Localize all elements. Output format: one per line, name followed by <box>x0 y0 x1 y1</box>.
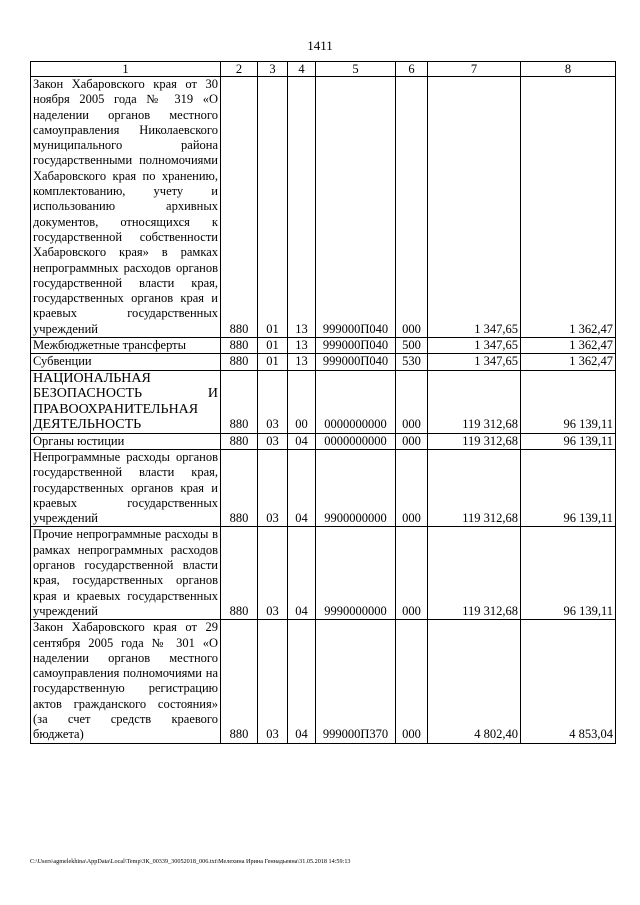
cell-amount-1: 1 347,65 <box>428 77 521 338</box>
cell-target: 0000000000 <box>316 370 396 433</box>
cell-amount-2: 96 139,11 <box>521 433 616 449</box>
cell-section: 03 <box>258 449 288 526</box>
cell-subsection: 04 <box>288 449 316 526</box>
cell-target: 9900000000 <box>316 449 396 526</box>
cell-ministry: 880 <box>221 449 258 526</box>
cell-ministry: 880 <box>221 527 258 620</box>
cell-subsection: 04 <box>288 433 316 449</box>
cell-section: 01 <box>258 77 288 338</box>
cell-ministry: 880 <box>221 354 258 370</box>
cell-subsection: 13 <box>288 338 316 354</box>
cell-subsection: 13 <box>288 77 316 338</box>
cell-type: 000 <box>396 77 428 338</box>
table-row <box>31 449 616 526</box>
cell-subsection: 13 <box>288 354 316 370</box>
cell-type: 000 <box>396 370 428 433</box>
cell-amount-1: 4 802,40 <box>428 620 521 743</box>
row-name: Субвенции <box>31 354 221 370</box>
cell-amount-1: 119 312,68 <box>428 433 521 449</box>
row-name: Закон Хабаровского края от 29 сентября 2005 года № 301 «О наделении органов местного самоуправления полномочиями на государственную регистрацию актов гражданского состояния» (за счет средств краевого бюджета) <box>31 620 221 743</box>
cell-amount-2: 96 139,11 <box>521 449 616 526</box>
cell-amount-2: 1 362,47 <box>521 338 616 354</box>
header-row <box>31 62 616 77</box>
table-row <box>31 338 616 354</box>
cell-amount-1: 1 347,65 <box>428 338 521 354</box>
cell-type: 000 <box>396 527 428 620</box>
cell-ministry: 880 <box>221 433 258 449</box>
cell-amount-2: 1 362,47 <box>521 77 616 338</box>
cell-amount-2: 96 139,11 <box>521 370 616 433</box>
header-cell: 6 <box>396 62 428 77</box>
cell-amount-1: 119 312,68 <box>428 527 521 620</box>
cell-subsection: 00 <box>288 370 316 433</box>
row-name: Непрограммные расходы органов государственной власти края, государственных органов края и краевых государственных учреждений <box>31 449 221 526</box>
header-cell: 5 <box>316 62 396 77</box>
table-row <box>31 527 616 620</box>
cell-amount-1: 119 312,68 <box>428 370 521 433</box>
table-row <box>31 354 616 370</box>
cell-type: 000 <box>396 620 428 743</box>
table-row <box>31 370 616 433</box>
cell-subsection: 04 <box>288 527 316 620</box>
row-name: Прочие непрограммные расходы в рамках непрограммных расходов органов государственной власти края, государственных органов края и краевых государственных учреждений <box>31 527 221 620</box>
row-name: Межбюджетные трансферты <box>31 338 221 354</box>
cell-ministry: 880 <box>221 338 258 354</box>
cell-amount-2: 96 139,11 <box>521 527 616 620</box>
row-name: Органы юстиции <box>31 433 221 449</box>
header-cell: 1 <box>31 62 221 77</box>
header-cell: 7 <box>428 62 521 77</box>
table-row <box>31 77 616 338</box>
row-name: Закон Хабаровского края от 30 ноября 2005 года № 319 «О наделении органов местного самоуправления Николаевского муниципального района государственными полномочиями Хабаровского края по хранению, комплектованию, учету и использованию архивных документов, относящихся к государственной собственности Хабаровского края» в рамках непрограммных расходов органов государственной власти края, государственных органов края и краевых государственных учреждений <box>31 77 221 338</box>
cell-target: 999000П040 <box>316 338 396 354</box>
cell-amount-1: 119 312,68 <box>428 449 521 526</box>
file-path-footer: C:\Users\agmelekhina\AppData\Local\Temp\ЗК_00339_30052018_006.txt\Мелехина Ирина Геннадьевна\31.05.2018 14:59:13 <box>30 858 351 865</box>
cell-target: 999000П040 <box>316 354 396 370</box>
cell-target: 9990000000 <box>316 527 396 620</box>
cell-type: 500 <box>396 338 428 354</box>
budget-table <box>30 61 616 744</box>
cell-section: 03 <box>258 527 288 620</box>
table-row <box>31 433 616 449</box>
cell-subsection: 04 <box>288 620 316 743</box>
cell-amount-2: 4 853,04 <box>521 620 616 743</box>
cell-section: 01 <box>258 354 288 370</box>
cell-section: 03 <box>258 370 288 433</box>
cell-section: 03 <box>258 433 288 449</box>
header-cell: 2 <box>221 62 258 77</box>
cell-amount-2: 1 362,47 <box>521 354 616 370</box>
header-cell: 3 <box>258 62 288 77</box>
cell-type: 000 <box>396 433 428 449</box>
cell-type: 530 <box>396 354 428 370</box>
cell-ministry: 880 <box>221 370 258 433</box>
row-name: НАЦИОНАЛЬНАЯ БЕЗОПАСНОСТЬ И ПРАВООХРАНИТЕЛЬНАЯ ДЕЯТЕЛЬНОСТЬ <box>31 370 221 433</box>
header-cell: 8 <box>521 62 616 77</box>
page-number: 1411 <box>307 38 333 53</box>
cell-target: 0000000000 <box>316 433 396 449</box>
cell-amount-1: 1 347,65 <box>428 354 521 370</box>
cell-ministry: 880 <box>221 77 258 338</box>
table-row <box>31 620 616 743</box>
cell-target: 999000П370 <box>316 620 396 743</box>
cell-ministry: 880 <box>221 620 258 743</box>
header-cell: 4 <box>288 62 316 77</box>
cell-section: 01 <box>258 338 288 354</box>
cell-section: 03 <box>258 620 288 743</box>
cell-type: 000 <box>396 449 428 526</box>
cell-target: 999000П040 <box>316 77 396 338</box>
